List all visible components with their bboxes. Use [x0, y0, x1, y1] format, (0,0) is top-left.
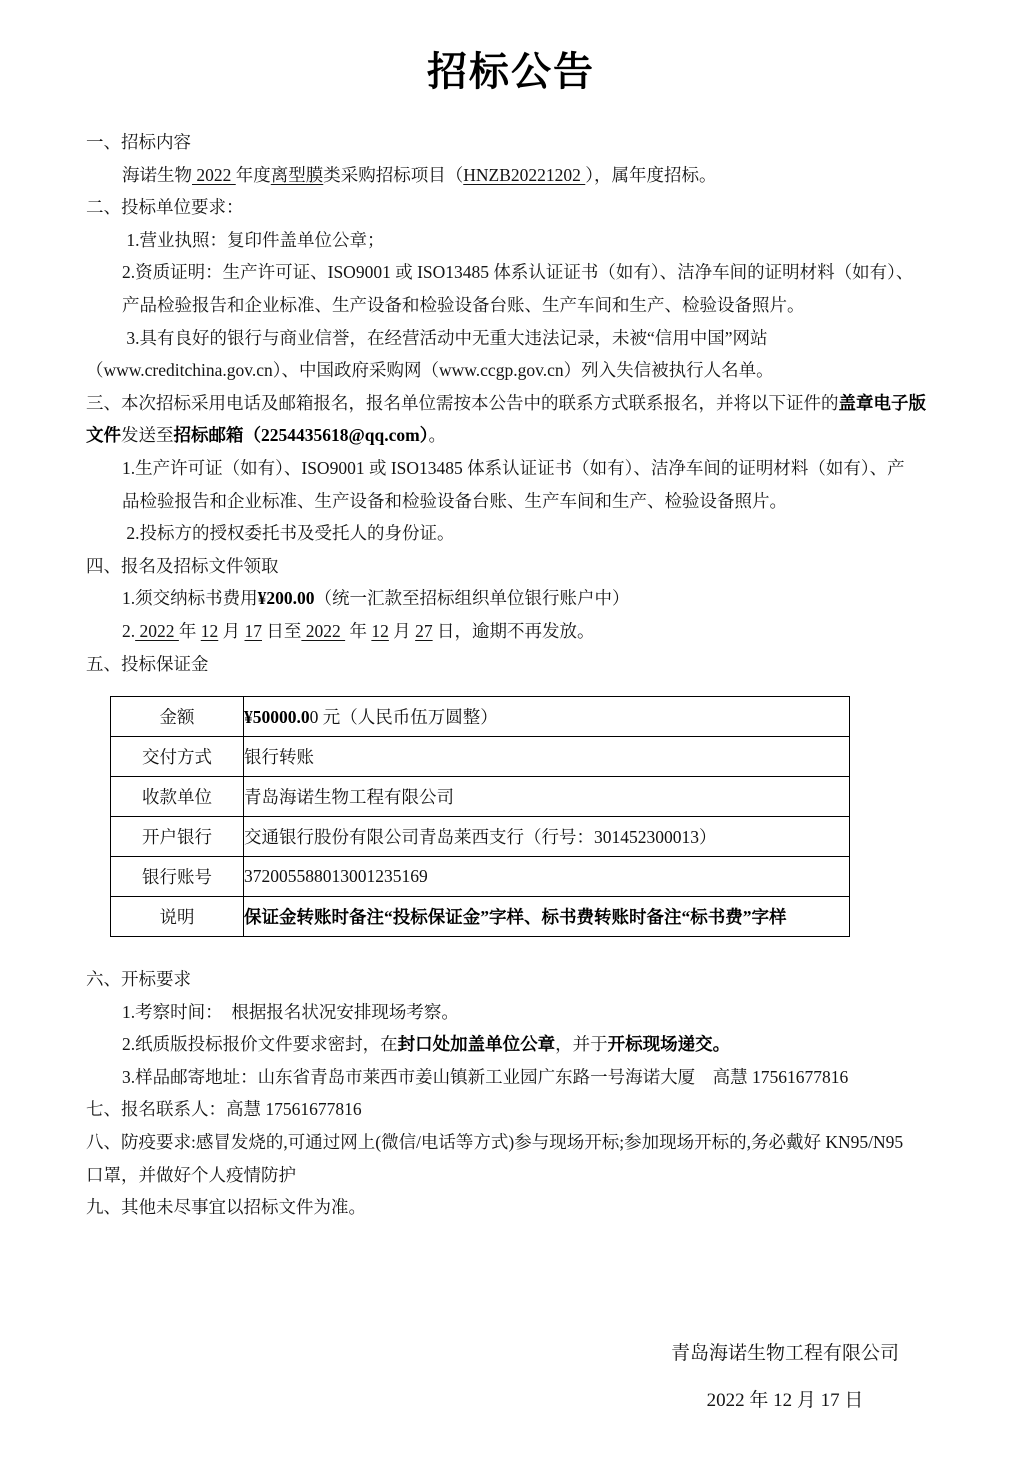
table-label-cell: 开户银行 [111, 817, 244, 857]
text-run: 八、防疫要求:感冒发烧的,可通过网上(微信/电话等方式)参与现场开标;参加现场开标的,务必戴好 KN95/N95 [86, 1132, 904, 1153]
text-run: 。 [428, 425, 446, 446]
text-line [86, 1093, 1022, 1126]
text-run: 银行转账 [244, 747, 314, 768]
text-run: 封口处加盖单位公章 [397, 1034, 556, 1055]
text-run: 1.生产许可证（如有）、ISO9001 或 ISO13485 体系认证证书（如有）、洁净车间的证明材料（如有）、产 [122, 457, 905, 478]
table-value-cell [244, 697, 850, 737]
text-line [86, 996, 1022, 1029]
text-line [86, 517, 1022, 550]
table-label-cell: 说明 [111, 897, 244, 937]
text-line [86, 452, 1022, 485]
text-run: （www.creditchina.gov.cn）、中国政府采购网（www.ccgp.gov.cn）列入失信被执行人名单。 [86, 360, 774, 381]
text-run: 日至 [262, 620, 302, 641]
text-run: 27 [415, 620, 433, 641]
text-run: 九、其他未尽事宜以招标文件为准。 [86, 1197, 366, 1218]
text-line [86, 1159, 1022, 1192]
text-run: 日，逾期不再发放。 [432, 620, 595, 641]
text-run: 海诺生物 [122, 164, 192, 185]
text-line [86, 354, 1022, 387]
text-line [86, 648, 1022, 681]
table-row [111, 737, 850, 777]
document-title: 招标公告 [427, 49, 595, 94]
text-run: ），属年度招标。 [585, 164, 717, 185]
text-run: 四、报名及招标文件领取 [86, 555, 279, 576]
text-line [86, 224, 1022, 257]
text-line [86, 387, 1022, 420]
text-run: ，并于 [555, 1034, 608, 1055]
table-row [111, 857, 850, 897]
text-run: 1.考察时间： 根据报名状况安排现场考察。 [122, 1001, 459, 1022]
text-run: 2022 [301, 620, 346, 641]
body-section-bottom [86, 963, 1022, 1224]
table-value-cell [244, 857, 850, 897]
text-run: 发送至 [121, 425, 174, 446]
text-run: 年 [178, 620, 201, 641]
text-run: 3.具有良好的银行与商业信誉，在经营活动中无重大违法记录，未被“信用中国”网站 [122, 327, 768, 348]
text-run: 二、投标单位要求： [86, 197, 244, 218]
text-run: 2.纸质版投标报价文件要求密封，在 [122, 1034, 398, 1055]
text-run: 七、报名联系人：高慧 17561677816 [86, 1099, 362, 1120]
text-run: 品检验报告和企业标准、生产设备和检验设备台账、生产车间和生产、检验设备照片。 [122, 490, 787, 511]
text-line [86, 419, 1022, 452]
text-line [86, 1126, 1022, 1159]
text-run: 开标现场递交。 [607, 1034, 731, 1055]
text-run: 青岛海诺生物工程有限公司 [244, 787, 454, 808]
text-line [86, 159, 1022, 192]
table-value-cell [244, 777, 850, 817]
table-label-cell: 银行账号 [111, 857, 244, 897]
text-run: 3.样品邮寄地址：山东省青岛市莱西市姜山镇新工业园广东路一号海诺大厦 高慧 17561677816 [122, 1066, 849, 1087]
table-row [111, 697, 850, 737]
text-line [86, 1028, 1022, 1061]
text-run: 离型膜 [270, 164, 324, 185]
table-row [111, 897, 850, 937]
text-run: 交通银行股份有限公司青岛莱西支行（行号：301452300013） [244, 827, 717, 848]
text-line [86, 322, 1022, 355]
table-value-cell [244, 897, 850, 937]
text-run: 六、开标要求 [86, 969, 191, 990]
signature-block [560, 1338, 1010, 1412]
text-run: 2. [122, 620, 136, 641]
text-run: 2.资质证明：生产许可证、ISO9001 或 ISO13485 体系认证证书（如有）、洁净车间的证明材料（如有）、 [122, 262, 914, 283]
text-line [86, 191, 1022, 224]
text-line [86, 963, 1022, 996]
text-line [86, 485, 1022, 518]
table-value-cell [244, 817, 850, 857]
table-label-cell: 金额 [111, 697, 244, 737]
text-line [86, 1061, 1022, 1094]
text-line [86, 1191, 1022, 1224]
text-line [86, 550, 1022, 583]
text-run: 0 元（人民币伍万圆整） [309, 707, 498, 728]
text-run: 盖章电子版 [838, 392, 926, 413]
text-line [86, 582, 1022, 615]
text-line [86, 126, 1022, 159]
table-label-cell: 收款单位 [111, 777, 244, 817]
text-run: 12 [371, 620, 389, 641]
body-section-top [86, 126, 1022, 680]
text-line [86, 289, 1022, 322]
signature-company: 青岛海诺生物工程有限公司 [670, 1343, 899, 1364]
text-run: 保证金转账时备注“投标保证金”字样、标书费转账时备注“标书费”字样 [244, 907, 787, 928]
text-run: HNZB20221202 [463, 164, 586, 185]
text-run: 五、投标保证金 [86, 653, 209, 674]
table-row [111, 817, 850, 857]
text-run: 17 [244, 620, 262, 641]
text-run: 月 [218, 620, 245, 641]
text-run: 一、招标内容 [86, 132, 191, 152]
text-run: 1.须交纳标书费用 [122, 588, 258, 609]
text-run: ¥200.00 [257, 588, 315, 609]
text-run: 年度 [235, 164, 271, 185]
text-run: 12 [200, 620, 219, 641]
text-run: 2022 [135, 620, 179, 641]
signature-date: 2022 年 12 月 17 日 [706, 1390, 864, 1411]
text-run: 口罩，并做好个人疫情防护 [86, 1164, 296, 1185]
text-run: 月 [388, 620, 416, 641]
text-run: 文件 [86, 425, 121, 446]
text-run: 三、本次招标采用电话及邮箱报名，报名单位需按本公告中的联系方式联系报名，并将以下证件的 [86, 392, 839, 413]
text-run: 1.营业执照：复印件盖单位公章； [122, 229, 385, 250]
text-run: 2022 [192, 164, 236, 185]
text-line [86, 256, 1022, 289]
text-run: ¥50000.0 [244, 707, 310, 728]
table-row [111, 777, 850, 817]
text-run: 年 [345, 620, 372, 641]
table-label-cell: 交付方式 [111, 737, 244, 777]
text-line [86, 615, 1022, 648]
text-run: 产品检验报告和企业标准、生产设备和检验设备台账、生产车间和生产、检验设备照片。 [122, 294, 805, 315]
deposit-table [110, 696, 850, 937]
table-value-cell [244, 737, 850, 777]
text-run: （统一汇款至招标组织单位银行账户中） [314, 588, 630, 609]
text-run: 372005588013001235169 [244, 866, 428, 887]
text-run: 招标邮箱（2254435618@qq.com） [173, 425, 429, 446]
text-run: 2.投标方的授权委托书及受托人的身份证。 [122, 523, 455, 544]
text-run: 类采购招标项目（ [323, 164, 464, 185]
